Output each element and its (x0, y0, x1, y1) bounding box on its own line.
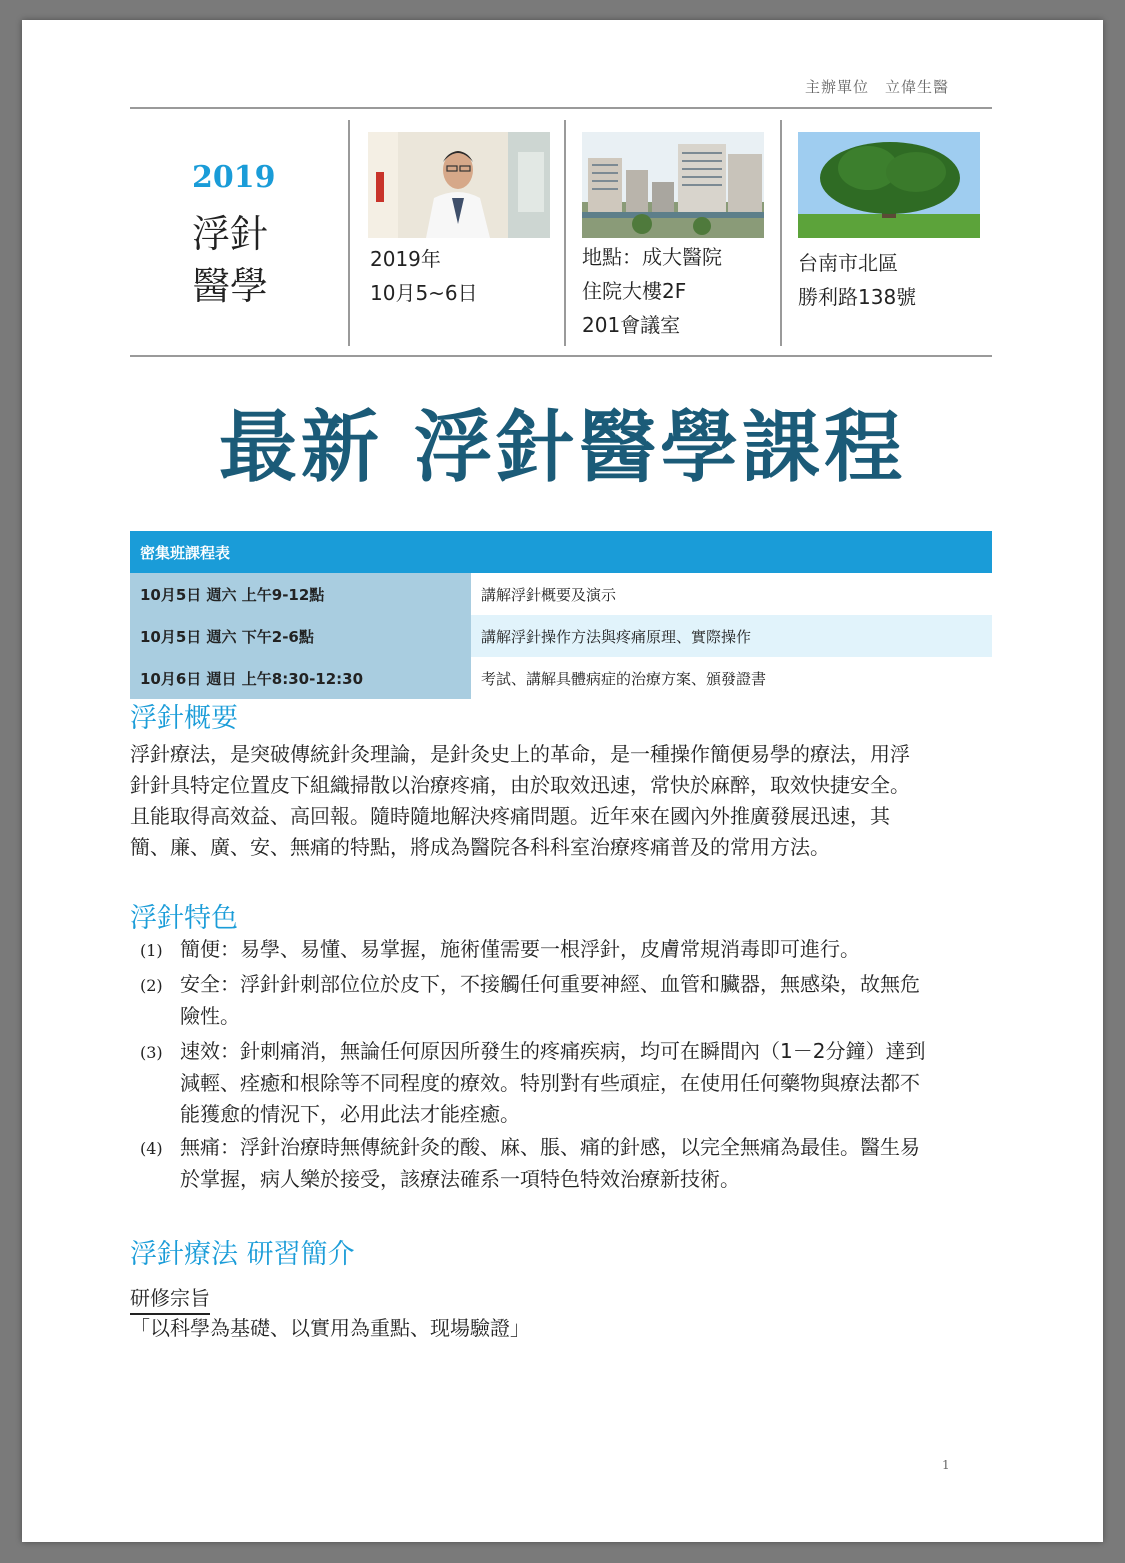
doctor-photo (368, 132, 550, 238)
venue-text (582, 240, 722, 342)
feature-text-cont: 於掌握，病人樂於接受，該療法確系一項特色特效治療新技術。 (180, 1167, 740, 1191)
schedule-title: 密集班課程表 (130, 531, 992, 573)
banner (130, 120, 992, 356)
date-line2: 10月5~6日 (370, 281, 478, 305)
schedule-time: 10月6日 週日 上午8:30-12:30 (130, 657, 471, 699)
schedule-time: 10月5日 週六 上午9-12點 (130, 573, 471, 615)
features-title: 浮針特色 (130, 903, 238, 934)
overview-line: 針針具特定位置皮下組織掃散以治療疼痛，由於取效迅速，常快於麻醉，取效快捷安全。 (130, 773, 910, 797)
feature-item (140, 969, 1000, 1032)
page-number: 1 (942, 1458, 950, 1472)
date-block (350, 120, 564, 356)
feature-text: 安全：浮針針刺部位位於皮下，不接觸任何重要神經、血管和臟器，無感染，故無危 (180, 972, 920, 996)
schedule-content: 講解浮針操作方法與疼痛原理、實際操作 (471, 615, 992, 657)
tree-photo (798, 132, 980, 238)
venue-line2: 住院大樓2F (582, 279, 687, 303)
document-page (22, 20, 1103, 1542)
schedule-content: 講解浮針概要及演示 (471, 573, 992, 615)
overview-line: 且能取得高效益、高回報。隨時隨地解決疼痛問題。近年來在國內外推廣發展迅速，其 (130, 804, 890, 828)
table-row (130, 573, 992, 615)
banner-title-line1: 浮針 (192, 212, 269, 256)
feature-text: 簡便：易學、易懂、易掌握，施術僅需要一根浮針，皮膚常規消毒即可進行。 (180, 937, 860, 961)
main-headline: 最新 浮針醫學課程 (218, 403, 907, 493)
feature-number: (1) (140, 941, 163, 960)
hospital-photo (582, 132, 764, 238)
banner-year: 2019 (192, 160, 276, 195)
organizer-label: 主辦單位 立偉生醫 (804, 78, 949, 96)
venue-line3: 201會議室 (582, 313, 681, 337)
venue-block (566, 120, 780, 356)
address-text (798, 246, 916, 314)
feature-text-cont: 能獲愈的情況下，必用此法才能痊癒。 (180, 1102, 520, 1126)
date-line1: 2019年 (370, 247, 441, 271)
overview-line: 簡、廉、廣、安、無痛的特點，將成為醫院各科科室治療疼痛普及的常用方法。 (130, 835, 830, 859)
overview-paragraph (130, 739, 1000, 863)
feature-text: 無痛：浮針治療時無傳統針灸的酸、麻、脹、痛的針感，以完全無痛為最佳。醫生易 (180, 1135, 920, 1159)
banner-title-block (130, 120, 346, 356)
feature-item (140, 1036, 1000, 1130)
feature-number: (3) (140, 1043, 163, 1062)
event-date (370, 242, 478, 310)
feature-number: (2) (140, 976, 163, 995)
address-block (782, 120, 992, 356)
training-subhead: 研修宗旨 (130, 1282, 210, 1315)
middle-rule (130, 355, 992, 357)
feature-item (140, 934, 1000, 966)
table-row (130, 615, 992, 657)
training-title: 浮針療法 研習簡介 (130, 1239, 355, 1270)
feature-text: 速效：針刺痛消，無論任何原因所發生的疼痛疾病，均可在瞬間內（1－2分鐘）達到 (180, 1039, 926, 1063)
schedule-table (130, 531, 992, 699)
overview-line: 浮針療法，是突破傳統針灸理論，是針灸史上的革命，是一種操作簡便易學的療法，用浮 (130, 742, 910, 766)
table-row (130, 657, 992, 699)
feature-number: (4) (140, 1139, 163, 1158)
feature-text-cont: 險性。 (180, 1004, 240, 1028)
schedule-time: 10月5日 週六 下午2-6點 (130, 615, 471, 657)
banner-title (192, 208, 268, 312)
top-rule (130, 107, 992, 109)
training-motto: 「以科學為基礎、以實用為重點、现場驗證」 (130, 1316, 530, 1340)
overview-title: 浮針概要 (130, 703, 238, 734)
feature-item (140, 1132, 1000, 1195)
schedule-content: 考試、講解具體病症的治療方案、頒發證書 (471, 657, 992, 699)
address-line1: 台南市北區 (798, 251, 898, 275)
banner-title-line2: 醫學 (192, 264, 269, 308)
venue-line1: 地點：成大醫院 (582, 245, 722, 269)
address-line2: 勝利路138號 (798, 285, 917, 309)
feature-text-cont: 減輕、痊癒和根除等不同程度的療效。特別對有些頑症，在使用任何藥物與療法都不 (180, 1071, 920, 1095)
